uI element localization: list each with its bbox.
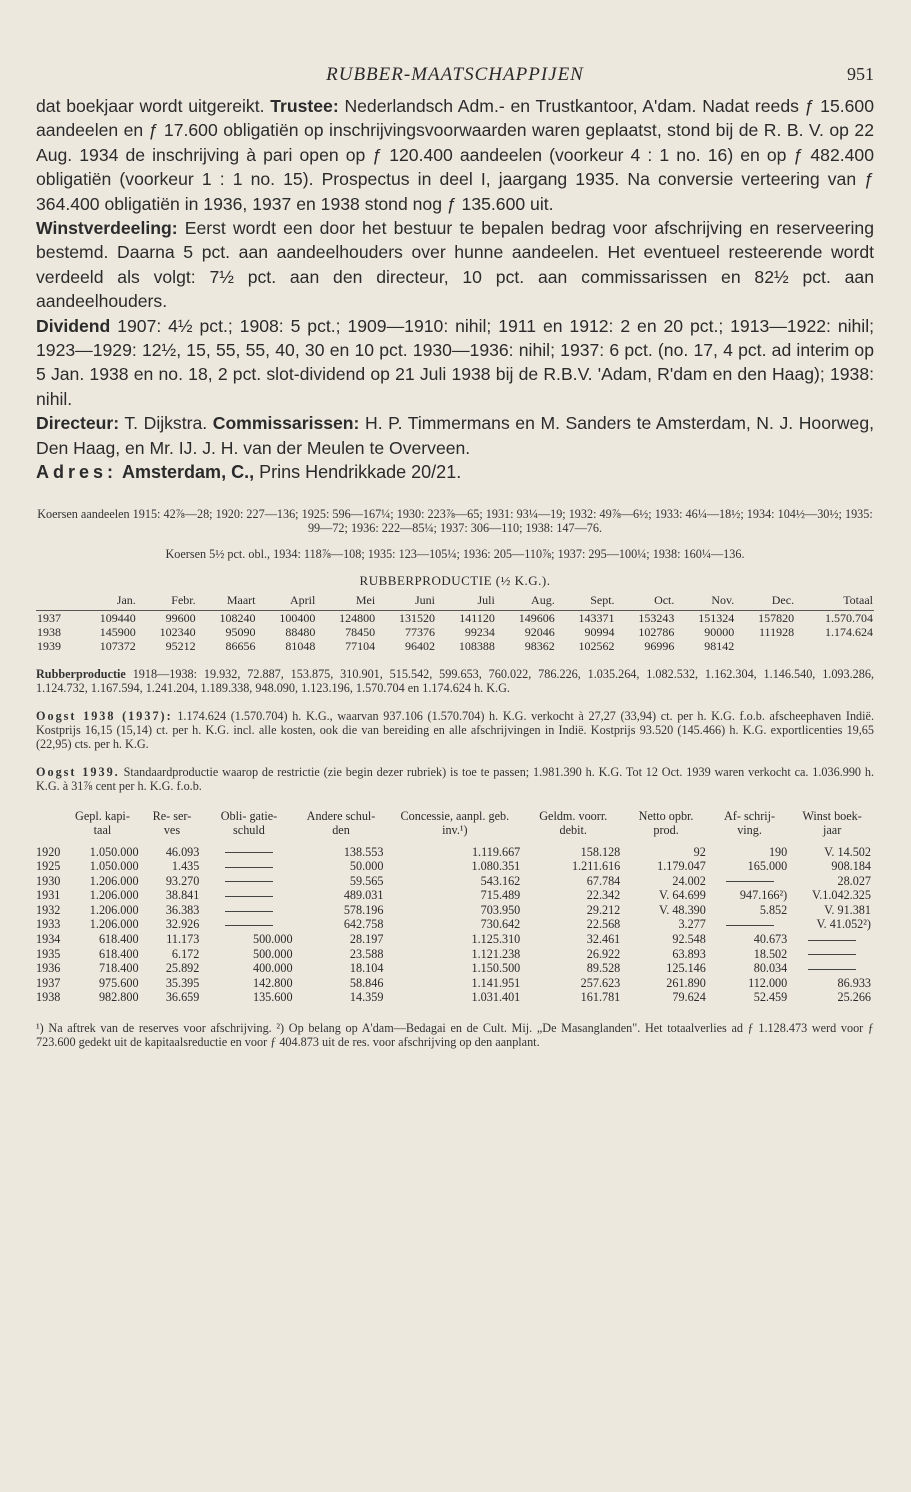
financial-cell: V. 48.390 [659, 902, 706, 917]
financial-cell: 1.211.616 [571, 859, 621, 874]
production-cell: 151324 [698, 610, 735, 625]
production-column-header: Sept. [556, 593, 616, 611]
production-row [36, 639, 874, 653]
financial-cell: 982.800 [98, 990, 139, 1005]
production-cell: 102340 [159, 624, 196, 639]
production-cell: 153243 [638, 610, 675, 625]
financial-row [36, 961, 874, 976]
financial-cell: 165.000 [747, 859, 788, 874]
financial-cell: 161.781 [580, 990, 621, 1005]
financial-column-header: Af- schrij- ving. [723, 808, 776, 837]
financial-cell: 32.461 [586, 932, 621, 947]
financial-cell [202, 874, 295, 889]
financial-cell [202, 845, 295, 860]
production-cell: 88480 [285, 624, 316, 639]
financial-column-header: Winst boek- jaar [802, 808, 862, 837]
financial-cell: 67.784 [586, 873, 621, 888]
production-cell: 108240 [219, 610, 256, 625]
production-cell: 145900 [99, 624, 136, 639]
financial-cell: 500.000 [252, 946, 293, 961]
production-cell: 141120 [459, 610, 495, 625]
financial-row [36, 990, 874, 1005]
financial-cell: 5.852 [759, 902, 788, 917]
directeur-label: Directeur: [36, 413, 120, 434]
main-text [36, 94, 874, 485]
financial-column-header: Geldm. voorr. debit. [539, 808, 608, 837]
financial-cell: 1933 [36, 917, 61, 932]
financial-cell: 1.206.000 [89, 902, 139, 917]
financial-cell: 59.565 [349, 873, 384, 888]
financial-cell: 28.197 [349, 932, 384, 947]
empty-value-dash [225, 867, 273, 868]
financial-cell: V. 91.381 [824, 902, 871, 917]
production-cell: 92046 [524, 624, 555, 639]
empty-value-dash [808, 940, 856, 941]
production-cell: 77104 [345, 638, 376, 653]
financial-cell: 500.000 [252, 932, 293, 947]
financial-cell [202, 917, 295, 932]
production-title: RUBBERPRODUCTIE (½ K.G.). [359, 572, 551, 588]
production-cell: 143371 [578, 610, 615, 625]
financial-column-header: Gepl. kapi- taal [75, 808, 130, 837]
financial-cell: 46.093 [165, 844, 200, 859]
financial-cell: 1936 [36, 961, 61, 976]
financial-cell: 1920 [36, 844, 61, 859]
production-cell: 77376 [405, 624, 436, 639]
production-cell: 99600 [165, 610, 196, 625]
financial-cell: 125.146 [666, 961, 706, 976]
oogst-1938-label: Oogst 1938 (1937): [36, 708, 173, 723]
financial-cell [202, 888, 295, 903]
oogst-1939-label: Oogst 1939. [36, 764, 120, 779]
running-title: RUBBER-MAATSCHAPPIJEN [326, 64, 584, 85]
financial-table [36, 809, 874, 1006]
financial-cell: 618.400 [98, 946, 139, 961]
financial-row [36, 874, 874, 889]
production-cell: 1937 [37, 610, 61, 625]
dividend-label: Dividend [36, 315, 111, 336]
production-column-header: Febr. [137, 593, 197, 611]
financial-cell: 25.892 [165, 961, 200, 976]
financial-cell: 190 [768, 844, 788, 859]
production-column-header: Aug. [496, 593, 556, 611]
financial-cell: 18.104 [349, 961, 384, 976]
production-table [36, 593, 874, 653]
production-cell: 98362 [524, 638, 555, 653]
financial-cell: 18.502 [753, 946, 788, 961]
production-column-header: Oct. [616, 593, 676, 611]
production-cell: 131520 [399, 610, 436, 625]
production-cell: 1938 [37, 624, 61, 639]
production-cell: 100400 [279, 610, 316, 625]
financial-cell: 29.212 [586, 902, 621, 917]
production-header-row [36, 593, 874, 611]
financial-cell: 618.400 [98, 932, 139, 947]
empty-value-dash [726, 881, 774, 882]
financial-cell: 1925 [36, 859, 61, 874]
financial-column-header: Concessie, aanpl. geb. inv.¹) [400, 808, 510, 837]
financial-cell [790, 932, 874, 947]
production-cell [735, 639, 795, 653]
production-cell: 149606 [518, 610, 555, 625]
financial-cell: 1.080.351 [471, 859, 521, 874]
financial-cell: 3.277 [678, 917, 706, 932]
rubberproductie-note: Rubberproductie 1918—1938: 19.932, 72.887, 153.875, 310.901, 515.542, 599.653, 760.022, 786.226, 1.035.264, 1.082.532, 1.162.304, 1.146.540, 1.093.286, 1.124.732, 1.167.594, 1.241.204, 1.189.338, 948.090, 1.123.196, 1.570.704 en 1.174.624 h. K.G. [36, 666, 874, 695]
adres-paragraph [36, 460, 874, 484]
financial-column-header [36, 809, 63, 845]
financial-cell: 1.125.310 [471, 932, 521, 947]
financial-cell: 1.206.000 [89, 888, 139, 903]
production-cell: 109440 [99, 610, 136, 625]
production-column-header [36, 593, 77, 611]
production-cell: 1.570.704 [825, 610, 873, 625]
financial-cell: 79.624 [672, 990, 706, 1005]
production-cell: 1.174.624 [825, 624, 873, 639]
financial-cell: 6.172 [171, 946, 200, 961]
financial-cell: 1.031.401 [471, 990, 521, 1005]
financial-cell: 1938 [36, 990, 61, 1005]
financial-cell [709, 874, 790, 889]
financial-row [36, 932, 874, 947]
koersen-aandeelen: Koersen aandeelen 1915: 42⅞—28; 1920: 227—136; 1925: 596—167¼; 1930: 223⅞—65; 1931: 93¼—19; 1932: 49⅞—6½; 1933: 46¼—18½; 1934: 104½—30½; 1935: 99—72; 1936: 222—85¼; 1937: 306—110; 1938: 147—76. [37, 506, 873, 535]
empty-value-dash [808, 954, 856, 955]
koersen-section [36, 507, 874, 561]
financial-cell: 1.206.000 [89, 917, 139, 932]
financial-column-header: Netto opbr. prod. [638, 808, 694, 837]
production-cell: 95090 [225, 624, 256, 639]
financial-row [36, 888, 874, 903]
financial-row [36, 845, 874, 860]
financial-cell: 112.000 [748, 975, 788, 990]
financial-cell: 26.922 [586, 946, 621, 961]
financial-cell: 261.890 [666, 975, 706, 990]
financial-cell [790, 961, 874, 976]
rubberproductie-label: Rubberproductie [36, 666, 126, 681]
financial-cell: V.1.042.325 [811, 888, 871, 903]
financial-cell [202, 903, 295, 918]
production-column-header: Totaal [795, 593, 874, 611]
production-cell: 157820 [758, 610, 795, 625]
empty-value-dash [225, 852, 273, 853]
production-column-header: Mei [316, 593, 376, 611]
production-cell: 99234 [464, 624, 495, 639]
production-cell: 78450 [345, 624, 376, 639]
oogst-1938-note: Oogst 1938 (1937): 1.174.624 (1.570.704) h. K.G., waarvan 937.106 (1.570.704) h. K.G. verkocht à 27,27 (33,94) ct. per h. K.G. f.o.b. afscheephaven Indië. Kostprijs 16,15 (15,14) ct. per h. K.G. incl. alle kosten, ook die van bereiding en alle afschrijvingen in Indië. Kostprijs 93.520 (145.466) h. K.G. exportlicenties 19,65 (22,95) cts. per h. K.G. [36, 708, 874, 751]
financial-cell: 1.141.951 [471, 975, 521, 990]
production-cell: 1939 [37, 638, 61, 653]
commissarissen-label: Commissarissen: [212, 413, 360, 434]
adres-city: Amsterdam, C., [122, 462, 255, 483]
financial-cell: 52.459 [753, 990, 788, 1005]
directie-paragraph: Directeur: T. Dijkstra. Commissarissen: H. P. Timmermans en M. Sanders te Amsterdam, N. J. Hoorweg, Den Haag, en Mr. IJ. J. H. van der Meulen te Overveen. [36, 413, 875, 458]
financial-cell: 32.926 [165, 917, 200, 932]
financial-column-header: Obli- gatie- schuld [220, 808, 278, 837]
financial-cell: 25.266 [837, 990, 871, 1005]
production-cell: 90994 [584, 624, 615, 639]
empty-value-dash [808, 969, 856, 970]
financial-cell: 1930 [36, 873, 61, 888]
financial-cell: 80.034 [753, 961, 788, 976]
koersen-obligaties: Koersen 5½ pct. obl., 1934: 118⅞—108; 1935: 123—105¼; 1936: 205—110⅞; 1937: 295—100¼; 1938: 160¼—136. [165, 546, 745, 561]
financial-cell: 28.027 [837, 873, 871, 888]
production-column-header: Juli [436, 593, 496, 611]
financial-row [36, 859, 874, 874]
production-cell: 81048 [285, 638, 316, 653]
adres-label: Adres: [36, 462, 118, 483]
document-page [36, 58, 874, 1049]
financial-cell: 1.119.667 [471, 844, 521, 859]
financial-cell: 14.359 [349, 990, 384, 1005]
financial-cell: 718.400 [98, 961, 139, 976]
production-cell: 108388 [458, 638, 495, 653]
financial-cell: 642.758 [343, 917, 384, 932]
financial-cell: 1934 [36, 932, 61, 947]
financial-cell: 38.841 [165, 888, 200, 903]
financial-row [36, 976, 874, 991]
financial-cell: 40.673 [753, 932, 788, 947]
oogst-1939-note: Oogst 1939. Standaardproductie waarop de restrictie (zie begin dezer rubriek) is toe te passen; 1.981.390 h. K.G. Tot 12 Oct. 1939 waren verkocht ca. 1.036.990 h. K.G. à 31⅞ cent per h. K.G. f.o.b. [36, 764, 875, 793]
financial-cell: 730.642 [480, 917, 521, 932]
production-column-header: Jan. [77, 593, 137, 611]
production-column-header: Dec. [735, 593, 795, 611]
empty-value-dash [225, 925, 273, 926]
production-cell: 95212 [165, 638, 196, 653]
financial-cell: V. 41.052²) [816, 917, 871, 932]
financial-cell: 908.184 [831, 859, 871, 874]
financial-cell: 158.128 [580, 844, 621, 859]
financial-cell: 135.600 [252, 990, 293, 1005]
financial-cell: 36.383 [165, 902, 200, 917]
footnote: ¹) Na aftrek van de reserves voor afschrijving. ²) Op belang op A'dam—Bedagai en de Cult. Mij. „De Masanglanden". Het totaalverlies ad ƒ 1.128.473 werd voor ƒ 723.600 gedekt uit de kapitaalsreductie en voor ƒ 404.873 uit de res. voor afschrijving op den aanplant. [36, 1021, 874, 1050]
winstverdeeling-label: Winstverdeeling: [36, 218, 178, 239]
production-cell: 86656 [225, 638, 256, 653]
financial-cell: 22.342 [586, 888, 621, 903]
production-row [36, 610, 874, 625]
production-cell: 102786 [638, 624, 675, 639]
production-column-header: Juni [376, 593, 436, 611]
empty-value-dash [726, 925, 774, 926]
financial-cell: 142.800 [252, 975, 293, 990]
production-cell: 111928 [758, 624, 795, 639]
production-cell: 98142 [704, 638, 735, 653]
financial-row [36, 917, 874, 932]
financial-body [36, 845, 874, 1006]
winstverdeeling-paragraph: Winstverdeeling: Eerst wordt een door het bestuur te bepalen bedrag voor afschrijving en reserveering bestemd. Daarna 5 pct. aan aandeelhouders over hunne aandeelen. Het eventueel resteerende wordt verdeeld als volgt: 7½ pct. aan den directeur, 10 pct. aan commissarissen en 82½ pct. aan aandeelhouders. [36, 218, 874, 312]
financial-cell: 58.846 [349, 975, 384, 990]
financial-cell [790, 947, 874, 962]
financial-header-row [36, 809, 874, 845]
production-column-header: Maart [197, 593, 257, 611]
financial-column-header: Andere schul- den [306, 808, 376, 837]
financial-cell: 92 [693, 844, 706, 859]
trustee-paragraph: dat boekjaar wordt uitgereikt. Trustee: Nederlandsch Adm.- en Trustkantoor, A'dam. Nadat reeds ƒ 15.600 aandeelen en ƒ 17.600 obligatiën op inschrijvingsvoorwaarden waren geplaatst, stond bij de R. B. V. op 22 Aug. 1934 de inschrijving à pari open op ƒ 120.400 aandeelen (voorkeur 4 : 1 no. 16) en op ƒ 482.400 obligatiën (voorkeur 1 : 1 no. 15). Prospectus in deel I, jaargang 1935. Na conversie verteering van ƒ 364.400 obligatiën in 1936, 1937 en 1938 stond nog ƒ 135.600 uit. [36, 96, 874, 214]
empty-value-dash [225, 896, 273, 897]
financial-cell: 1932 [36, 902, 61, 917]
financial-row [36, 903, 874, 918]
financial-cell: 63.893 [672, 946, 706, 961]
financial-cell: 1.179.047 [657, 859, 706, 874]
page-header [36, 58, 874, 94]
financial-cell: 93.270 [165, 873, 200, 888]
financial-cell: 1.050.000 [89, 859, 139, 874]
financial-cell: 1.121.238 [471, 946, 521, 961]
financial-cell: 1937 [36, 975, 61, 990]
financial-cell: 1935 [36, 946, 61, 961]
production-cell: 90000 [704, 624, 735, 639]
financial-cell: V. 14.502 [824, 844, 871, 859]
adres-street: Prins Hendrikkade 20/21. [259, 462, 462, 483]
financial-cell: 1.050.000 [89, 844, 139, 859]
financial-cell: 35.395 [165, 975, 200, 990]
financial-cell: 1.150.500 [471, 961, 521, 976]
financial-cell: V. 64.699 [659, 888, 706, 903]
financial-row [36, 947, 874, 962]
financial-cell: 138.553 [343, 844, 384, 859]
production-column-header: Nov. [675, 593, 735, 611]
production-column-header: April [256, 593, 316, 611]
financial-cell [202, 859, 295, 874]
financial-cell: 1.206.000 [89, 873, 139, 888]
financial-cell [709, 917, 790, 932]
empty-value-dash [225, 881, 273, 882]
empty-value-dash [225, 911, 273, 912]
financial-cell: 11.173 [166, 932, 200, 947]
financial-cell: 578.196 [343, 902, 384, 917]
financial-cell: 50.000 [349, 859, 384, 874]
financial-cell: 89.528 [586, 961, 621, 976]
dividend-paragraph: Dividend 1907: 4½ pct.; 1908: 5 pct.; 1909—1910: nihil; 1911 en 1912: 2 en 20 pct.; 1913—1922: nihil; 1923—1929: 12½, 15, 55, 55, 40, 30 en 10 pct. 1930—1936: nihil; 1937: 6 pct. (no. 17, 4 pct. ad interim op 5 Jan. 1938 en no. 18, 2 pct. slot-dividend op 21 Juli 1938 bij de R.B.V. 'Adam, R'dam en den Haag); 1938: nihil. [36, 315, 875, 409]
financial-cell: 1931 [36, 888, 61, 903]
financial-cell: 257.623 [580, 975, 621, 990]
production-body [36, 610, 874, 653]
financial-cell: 703.950 [480, 902, 521, 917]
financial-cell: 92.548 [672, 932, 706, 947]
financial-cell: 715.489 [480, 888, 521, 903]
production-cell: 96996 [644, 638, 675, 653]
page-number: 951 [847, 64, 874, 84]
production-cell: 96402 [405, 638, 436, 653]
financial-cell: 975.600 [98, 975, 139, 990]
financial-cell: 1.435 [171, 859, 200, 874]
financial-column-header: Re- ser- ves [152, 808, 192, 837]
financial-cell: 543.162 [480, 873, 521, 888]
financial-cell: 36.659 [165, 990, 200, 1005]
financial-cell: 489.031 [343, 888, 384, 903]
financial-cell: 947.166²) [739, 888, 788, 903]
financial-cell: 23.588 [349, 946, 384, 961]
production-row [36, 625, 874, 639]
financial-cell: 400.000 [252, 961, 293, 976]
production-cell: 107372 [99, 638, 136, 653]
production-cell: 124800 [339, 610, 376, 625]
production-cell [795, 639, 874, 653]
financial-cell: 24.002 [672, 873, 706, 888]
production-cell: 102562 [578, 638, 615, 653]
financial-cell: 86.933 [837, 975, 871, 990]
trustee-label: Trustee: [270, 96, 339, 116]
financial-cell: 22.568 [586, 917, 621, 932]
